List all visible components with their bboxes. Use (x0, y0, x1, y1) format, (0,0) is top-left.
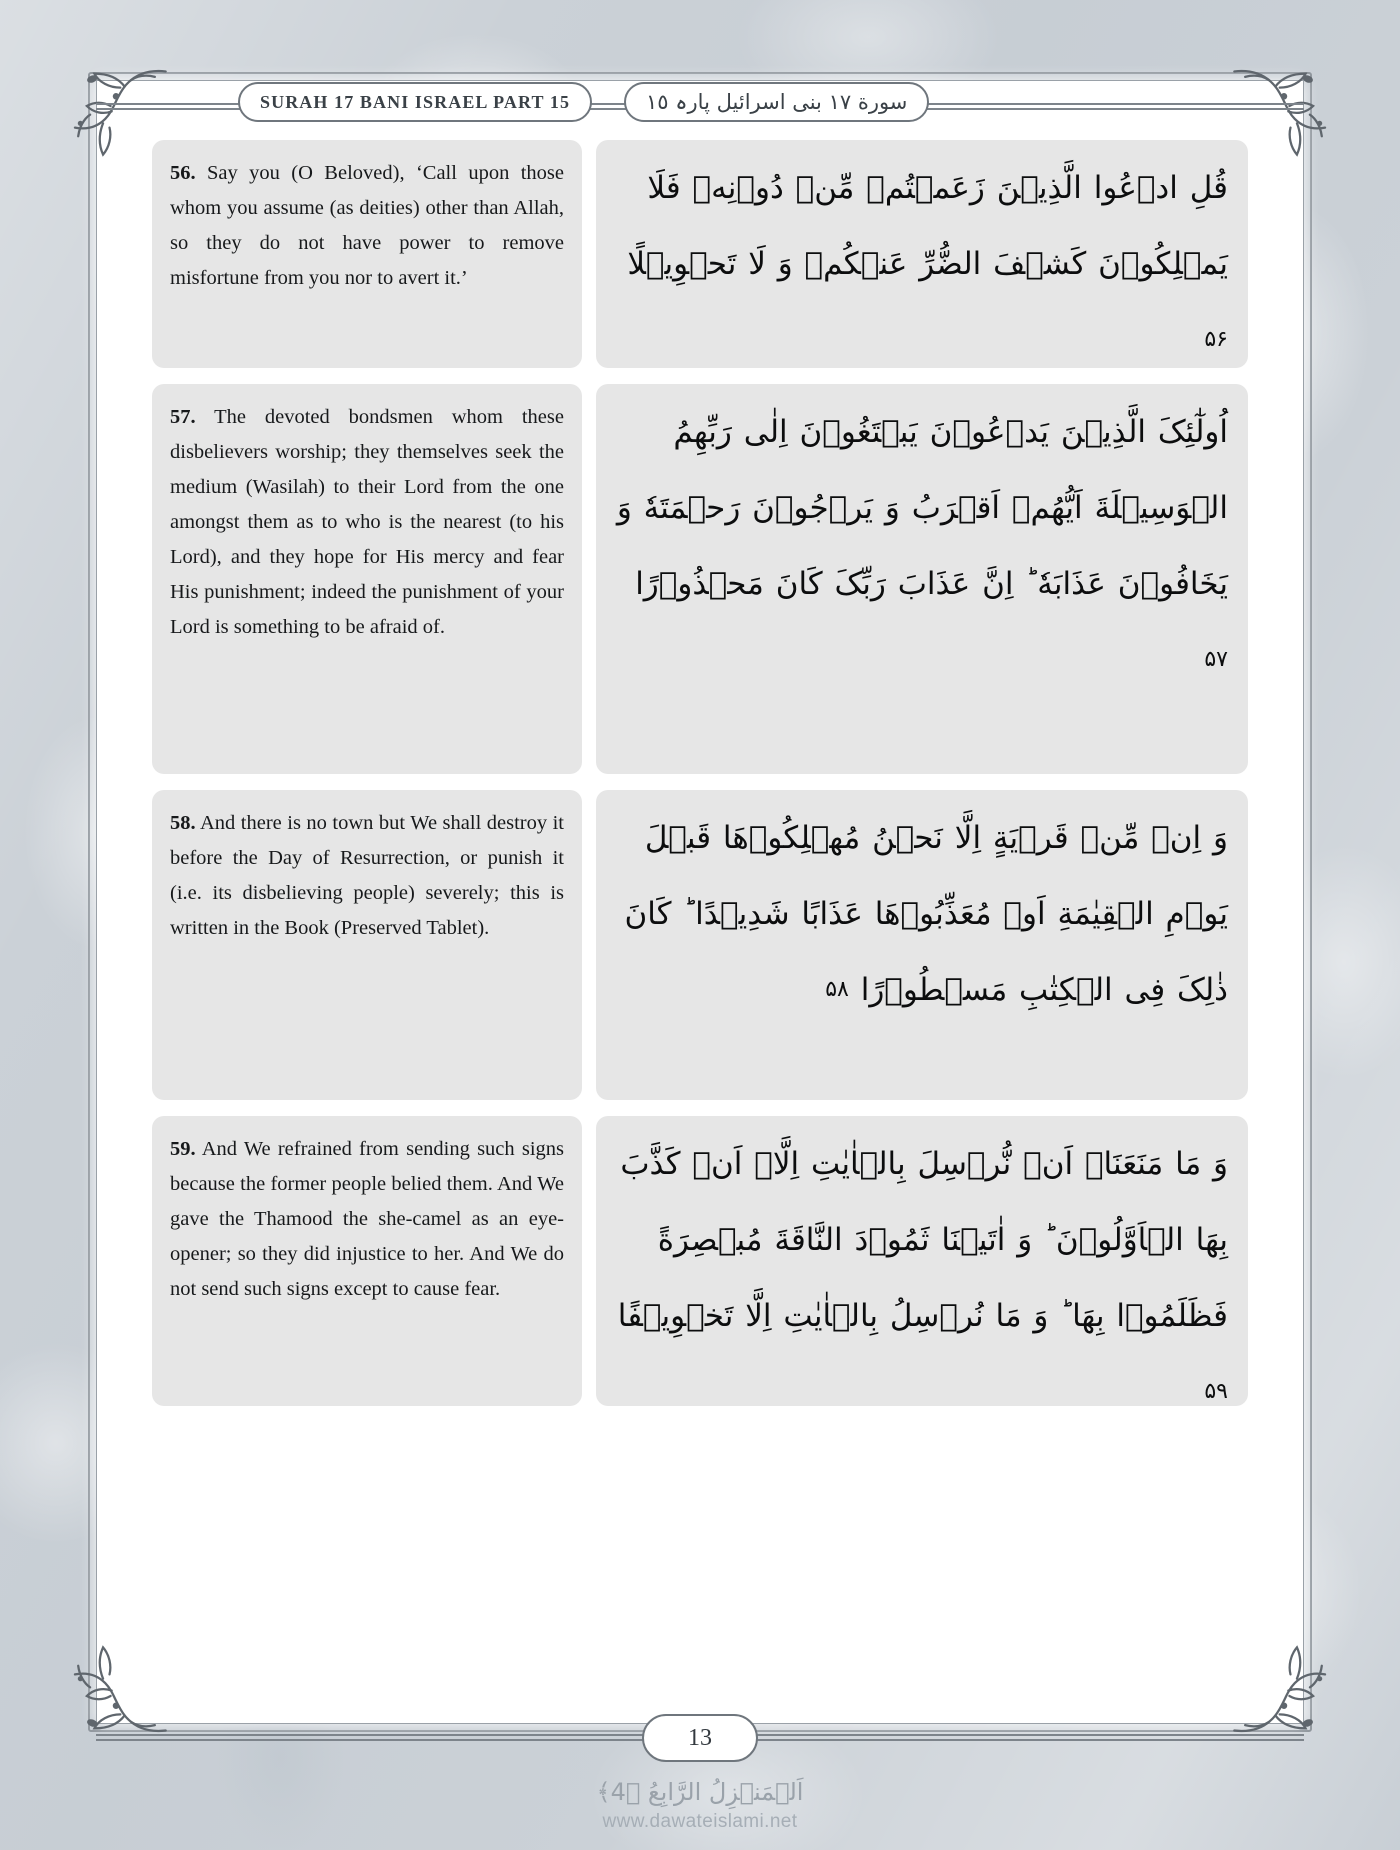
verse-arabic-text: اُولٰٓئِکَ الَّذِیۡنَ یَدۡعُوۡنَ یَبۡتَغُوۡنَ اِلٰی رَبِّهِمُ الۡوَسِیۡلَةَ اَیُّهُمۡ اَقۡرَبُ وَ یَرۡجُوۡنَ رَحۡمَتَهٗ وَ یَخَافُوۡنَ عَذَابَهٗ ؕ اِنَّ عَذَابَ رَبِّکَ کَانَ مَحۡذُوۡرًا (616, 414, 1228, 602)
website-url: www.dawateislami.net (602, 1811, 798, 1832)
verse-list (152, 140, 1248, 1662)
verse-number: 56. (170, 162, 196, 184)
verse-english-panel (152, 384, 582, 774)
page-number: 13 (688, 1724, 712, 1751)
verse-number: 59. (170, 1138, 196, 1160)
ayah-number-mark: ۵۹ (1204, 1379, 1228, 1404)
page-header (96, 80, 1304, 128)
verse-row (152, 384, 1248, 774)
surah-title-english: SURAH 17 BANI ISRAEL PART 15 (260, 91, 571, 112)
verse-arabic-text: وَ مَا مَنَعَنَاۤ اَنۡ نُّرۡسِلَ بِالۡاٰیٰتِ اِلَّاۤ اَنۡ کَذَّبَ بِهَا الۡاَوَّلُوۡنَ ؕ وَ اٰتَیۡنَا ثَمُوۡدَ النَّاقَةَ مُبۡصِرَةً فَظَلَمُوۡا بِهَا ؕ وَ مَا نُرۡسِلُ بِالۡاٰیٰتِ اِلَّا تَخۡوِیۡفًا (617, 1146, 1228, 1334)
verse-row (152, 1116, 1248, 1406)
verse-english-panel (152, 790, 582, 1100)
verse-english-text: And We refrained from sending such signs because the former people belied them. And We gave the Thamood the she-camel as an eye-opener; so they did injustice to her. And We do not send such signs except to cause fear. (170, 1138, 564, 1300)
verse-english-text: The devoted bondsmen whom these disbelievers worship; they themselves seek the medium (Wasilah) to their Lord from the one amongst them as to who is the nearest (to his Lord), and they hope for His mercy and fear His punishment; indeed the punishment of your Lord is something to be afraid of. (170, 406, 564, 638)
verse-english-text: And there is no town but We shall destroy it before the Day of Resurrection, or punish it (i.e. its disbelieving people) severely; this is written in the Book (Preserved Tablet). (170, 812, 564, 939)
verse-arabic-text: وَ اِنۡ مِّنۡ قَرۡیَةٍ اِلَّا نَحۡنُ مُهۡلِکُوۡهَا قَبۡلَ یَوۡمِ الۡقِیٰمَةِ اَوۡ مُعَذِّبُوۡهَا عَذَابًا شَدِیۡدًا ؕ کَانَ ذٰلِکَ فِی الۡکِتٰبِ مَسۡطُوۡرًا (624, 820, 1228, 1008)
verse-number: 57. (170, 406, 196, 428)
verse-english-panel (152, 140, 582, 368)
surah-title-arabic: سورة ١٧ بنی اسرائیل پارہ ١٥ (646, 90, 908, 114)
surah-title-arabic-pill (624, 82, 929, 122)
verse-english-text: Say you (O Beloved), ‘Call upon those whom you assume (as deities) other than Allah, so they do not have power to remove misfortune from you nor to avert it.’ (170, 162, 564, 289)
verse-row (152, 140, 1248, 368)
verse-arabic-panel (596, 384, 1248, 774)
verse-arabic-panel (596, 140, 1248, 368)
verse-number: 58. (170, 812, 196, 834)
ayah-number-mark: ۵۷ (1204, 647, 1228, 672)
page-footer (96, 1716, 1304, 1760)
verse-arabic-panel (596, 790, 1248, 1100)
verse-english-panel (152, 1116, 582, 1406)
ayah-number-mark: ۵۶ (1204, 327, 1228, 352)
page-number-connector (699, 1674, 702, 1718)
verse-row (152, 790, 1248, 1100)
surah-title-english-pill (238, 82, 592, 122)
manzil-label: اَلۡمَنۡزِلُ الرَّابِعُ ﴿4﴾ (596, 1778, 804, 1806)
page-number-badge (642, 1714, 758, 1762)
footer-text-block (0, 1776, 1400, 1836)
verse-arabic-panel (596, 1116, 1248, 1406)
ayah-number-mark: ۵۸ (825, 977, 849, 1002)
verse-arabic-text: قُلِ ادۡعُوا الَّذِیۡنَ زَعَمۡتُمۡ مِّنۡ دُوۡنِهٖ فَلَا یَمۡلِکُوۡنَ کَشۡفَ الضُّرِّ عَنۡکُمۡ وَ لَا تَحۡوِیۡلًا (627, 170, 1228, 282)
